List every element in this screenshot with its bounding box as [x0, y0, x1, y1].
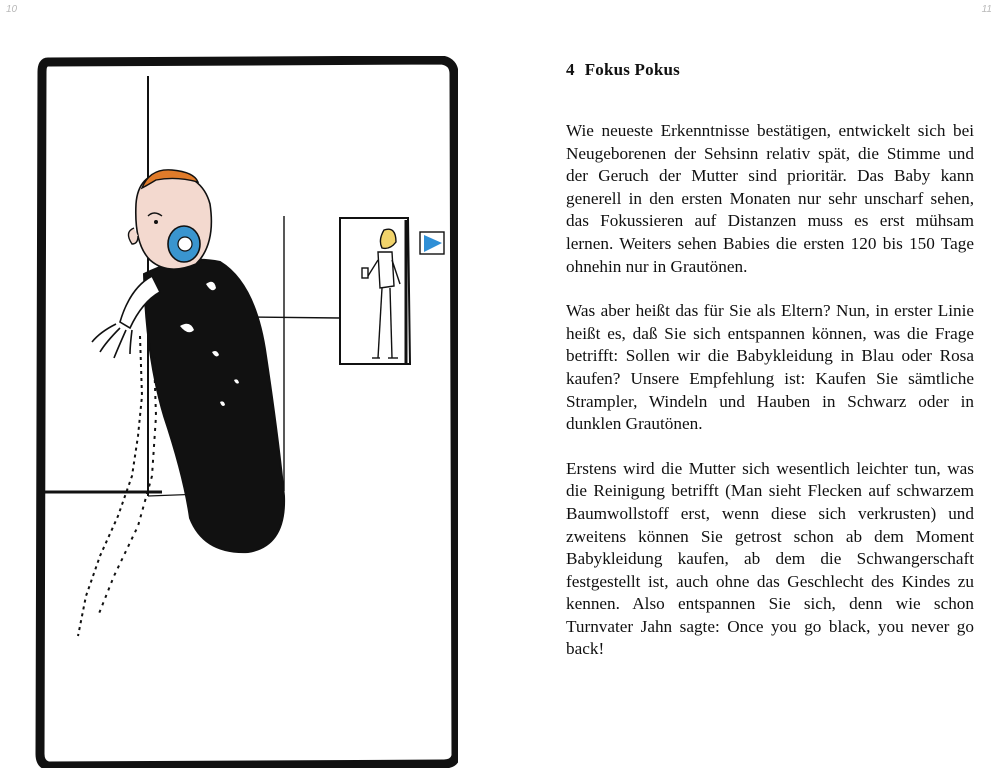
person-in-doorway	[362, 229, 400, 358]
drool-trail	[78, 336, 142, 636]
paragraph-3: Erstens wird die Mutter sich wesentlich leichter tun, was die Reinigung betrifft (Man sieht Flecken auf schwarzem Baumwollstoff erst, wenn diese sich verkrusten) und zweitens können Sie getrost schon ab dem Moment Babykleidung kaufen, ab dem die Schwangerschaft festgestellt ist, auch ohne das Geschlecht des Kindes zu kennen. Also entspannen Sie sich, denn wie schon Turnvater Jahn sagte: Once you go black, you never go back!	[566, 458, 974, 659]
chapter-heading	[566, 60, 974, 80]
page-number-left: 10	[6, 4, 18, 15]
page-number-right: 11	[981, 4, 992, 15]
baby-hand	[92, 324, 132, 358]
chapter-title: Fokus Pokus	[584, 60, 680, 79]
text-column	[566, 60, 974, 683]
paragraph-1: Wie neueste Erkenntnisse bestätigen, entwickelt sich bei Neugeborenen der Sehsinn relativ spät, die Stimme und der Geruch der Mutter sind prioritär. Das Baby kann generell in den ersten Monaten nur sehr unscharf sehen, das Fokussieren auf Distanzen muss es erst mühsam lernen. Weiters sehen Babies die ersten 120 bis 150 Tage ohnehin nur in Grautönen.	[566, 121, 974, 276]
cartoon-illustration	[34, 56, 458, 768]
baby-sack	[144, 260, 284, 552]
chapter-number: 4	[566, 60, 575, 79]
paragraph-2: Was aber heißt das für Sie als Eltern? Nun, in erster Linie heißt es, daß Sie sich entspannen können, was die Frage betrifft: Sollen wir die Babykleidung in Blau oder Rosa kaufen? Unsere Empfehlung ist: Kaufen Sie sämtliche Strampler, Windeln und Hauben in Schwarz oder in dunklen Grautönen.	[566, 301, 974, 434]
doorway	[340, 218, 410, 364]
